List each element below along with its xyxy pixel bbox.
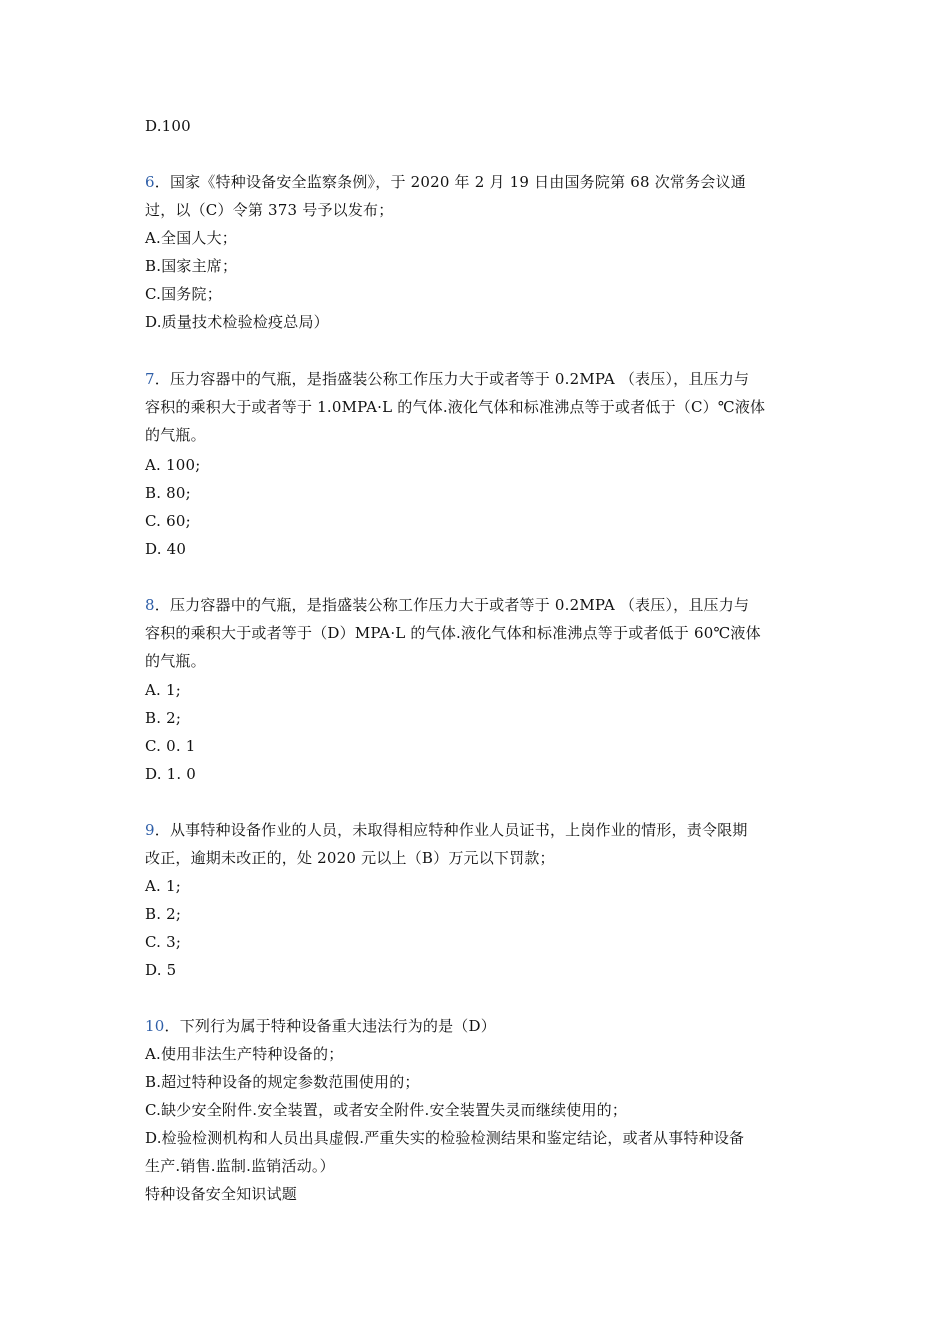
question-10-line-1: 10．下列行为属于特种设备重大违法行为的是（D） — [145, 1017, 496, 1035]
question-9-line-1: 9．从事特种设备作业的人员，未取得相应特种作业人员证书，上岗作业的情形，责令限期 — [145, 821, 748, 839]
option-line: D.质量技术检验检疫总局） — [145, 313, 329, 331]
question-number: 8 — [145, 596, 155, 614]
option-line: C. 60; — [145, 512, 191, 530]
option-line-continued: 生产.销售.监制.监销活动。） — [145, 1157, 335, 1175]
question-number: 7 — [145, 370, 155, 388]
question-7-line-3: 的气瓶。 — [145, 426, 206, 444]
option-line: A. 1; — [145, 877, 181, 895]
question-6-line-1: 6．国家《特种设备安全监察条例》，于 2020 年 2 月 19 日由国务院第 68 次常务会议通 — [145, 173, 746, 191]
option-line: B. 2; — [145, 709, 182, 727]
question-6-line-2: 过，以（C）令第 373 号予以发布； — [145, 201, 394, 219]
option-line: D.100 — [145, 117, 191, 135]
question-9-line-2: 改正，逾期未改正的，处 2020 元以上（B）万元以下罚款； — [145, 849, 555, 867]
option-line: A.使用非法生产特种设备的； — [145, 1045, 344, 1063]
option-line: B. 80; — [145, 484, 191, 502]
option-line: B. 2; — [145, 905, 182, 923]
option-line: D.检验检测机构和人员出具虚假.严重失实的检验检测结果和鉴定结论，或者从事特种设备 — [145, 1129, 745, 1147]
option-line: C. 3; — [145, 933, 182, 951]
question-number: 6 — [145, 173, 155, 191]
question-7-line-2: 容积的乘积大于或者等于 1.0MPA·L 的气体.液化气体和标准沸点等于或者低于（C）℃液体 — [145, 398, 766, 416]
question-8-line-3: 的气瓶。 — [145, 652, 206, 670]
question-8-line-1: 8．压力容器中的气瓶，是指盛装公称工作压力大于或者等于 0.2MPA （表压），且压力与 — [145, 596, 750, 614]
option-line: C.缺少安全附件.安全装置，或者安全附件.安全装置失灵而继续使用的； — [145, 1101, 628, 1119]
option-line: D. 1. 0 — [145, 765, 197, 783]
option-line: D. 5 — [145, 961, 177, 979]
option-line: C.国务院； — [145, 285, 222, 303]
option-line: A. 1; — [145, 681, 181, 699]
option-line: C. 0. 1 — [145, 737, 196, 755]
question-number: 9 — [145, 821, 155, 839]
option-line: D. 40 — [145, 540, 187, 558]
question-number: 10 — [145, 1017, 165, 1035]
option-line: A. 100; — [145, 456, 201, 474]
option-line: B.国家主席； — [145, 257, 238, 275]
question-7-line-1: 7．压力容器中的气瓶，是指盛装公称工作压力大于或者等于 0.2MPA （表压），且压力与 — [145, 370, 750, 388]
option-line: B.超过特种设备的规定参数范围使用的； — [145, 1073, 420, 1091]
option-line: A.全国人大； — [145, 229, 238, 247]
document-title: 特种设备安全知识试题 — [145, 1185, 298, 1203]
question-8-line-2: 容积的乘积大于或者等于（D）MPA·L 的气体.液化气体和标准沸点等于或者低于 60℃液体 — [145, 624, 761, 642]
